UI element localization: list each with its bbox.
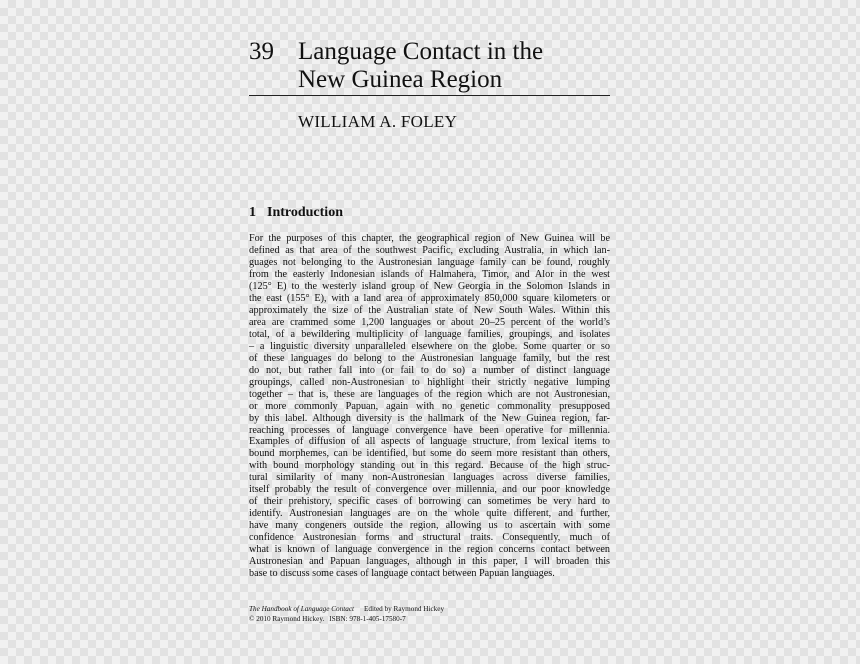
body-paragraph [249,233,610,580]
body-line: area are crammed some 1,200 languages or about 20–25 percent of the world’s [249,316,610,328]
body-line: what is known of language convergence in the region concerns contact between [249,544,610,556]
section-number: 1 [249,205,256,220]
page-footer [249,604,444,624]
body-line: total, of a bewildering multiplicity of language families, groupings, and isolates [249,328,610,340]
body-line: do not, but rather fall into (or fail to do so) a number of distinct language [249,364,610,376]
body-line: with bound morphology standing out in this regard. Because of the high struc- [249,460,610,472]
body-line: or more commonly Papuan, again with no genetic commonality presupposed [249,400,610,412]
body-line: For the purposes of this chapter, the geographical region of New Guinea will be [249,233,610,244]
body-line: Examples of diffusion of all aspects of language structure, from lexical items to [249,436,610,448]
body-line: base to discuss some cases of language contact between Papuan languages. [249,568,555,580]
body-line: the east (155° E), with a land area of approximately 850,000 square kilometers or [249,292,610,304]
author-name: WILLIAM A. FOLEY [298,112,458,131]
body-line: itself probably the result of convergence over millennia, and our poor knowledge [249,484,610,496]
body-line: by this label. Although diversity is the hallmark of the New Guinea region, far- [249,412,610,424]
chapter-title-line-2: New Guinea Region [298,66,503,93]
body-line: tural similarity of many non-Austronesian languages across diverse families, [249,472,610,484]
footer-editor: Edited by Raymond Hickey [364,605,445,613]
body-line: of their prehistory, specific cases of borrowing can sometimes be very hard to [249,496,610,508]
chapter-number: 39 [249,38,274,65]
footer-isbn: ISBN: 978-1-405-17580-7 [329,615,406,623]
body-line: confidence Austronesian forms and structural traits. Consequently, much of [249,532,610,544]
body-line: guages not belonging to the Austronesian language family can be found, roughly [249,256,610,268]
footer-book-line [249,604,444,614]
title-divider [249,95,610,96]
section-heading [249,205,343,221]
body-line: – a linguistic diversity unparalleled elsewhere on the globe. Some quarter or so [249,340,610,352]
body-line: identify. Austronesian languages are on the whole quite different, and further, [249,508,610,520]
body-line: defined as that area of the southwest Pacific, excluding Australia, in which lan- [249,244,610,256]
section-title: Introduction [267,205,343,220]
footer-copyright-line [249,614,444,624]
body-line: Austronesian and Papuan languages, although in this paper, I will broaden this [249,556,610,568]
body-line: (125° E) to the westerly island group of New Georgia in the Solomon Islands in [249,280,610,292]
body-line: approximately the size of the Australian state of New South Wales. Within this [249,304,610,316]
body-line: from the easterly Indonesian islands of Halmahera, Timor, and Alor in the west [249,268,610,280]
body-line: reaching processes of language convergence have been operative for millennia. [249,424,610,436]
footer-book-title: The Handbook of Language Contact [249,605,355,613]
chapter-title-line-1: Language Contact in the [298,38,544,65]
body-line: groupings, called non-Austronesian to highlight their strictly negative lumping [249,376,610,388]
chapter-title [298,38,543,94]
body-line: of these languages do belong to the Austronesian language family, but the rest [249,352,610,364]
footer-copyright: © 2010 Raymond Hickey. [249,615,325,623]
body-line: bound morphemes, can be identified, but some do seem more resistant than others, [249,448,610,460]
body-line: have many congeners outside the region, allowing us to ascertain with some [249,520,610,532]
body-line: together – that is, these are languages of the region which are not Austronesian, [249,388,610,400]
